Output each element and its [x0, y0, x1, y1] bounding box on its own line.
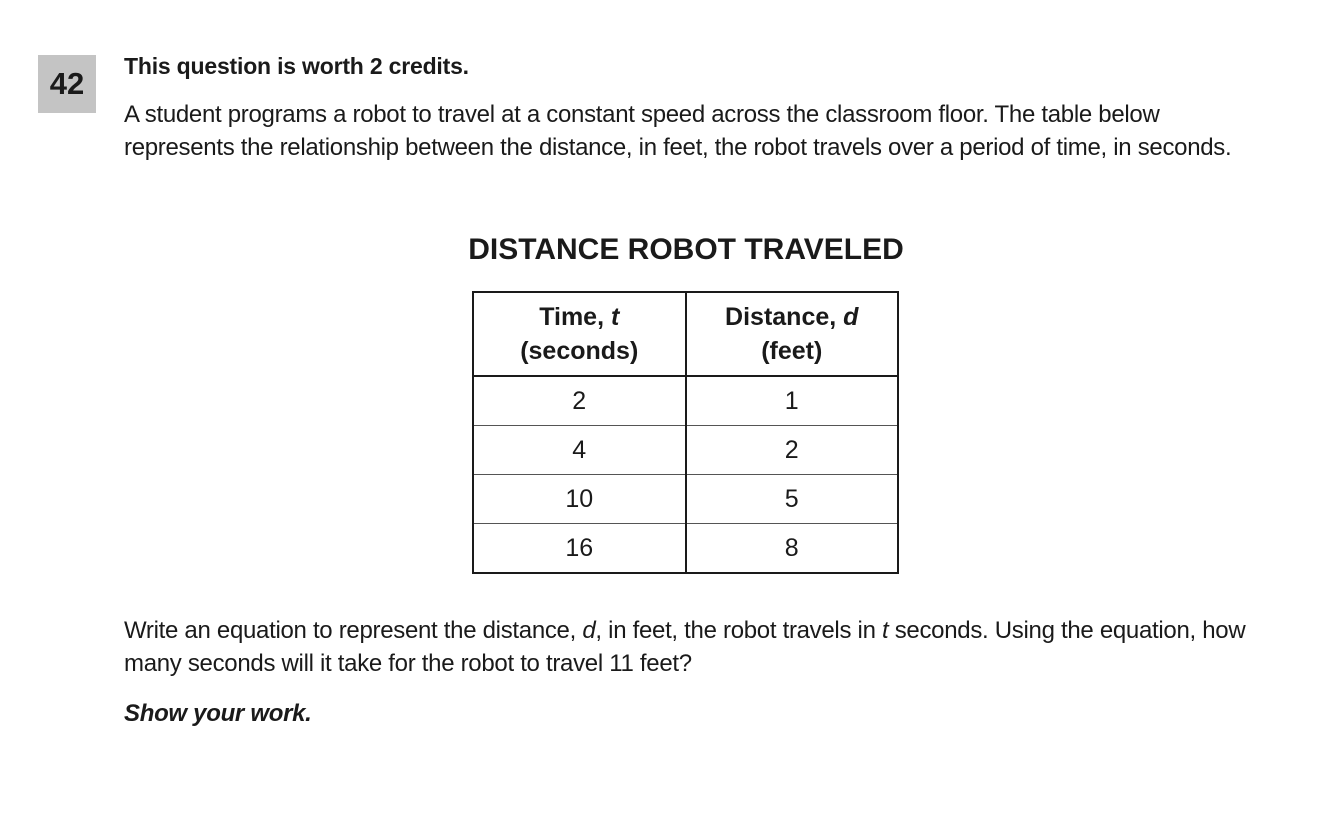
- cell-distance: 5: [686, 475, 899, 524]
- table-row: [473, 376, 898, 426]
- cell-time: 10: [473, 475, 686, 524]
- cell-time: 2: [473, 376, 686, 426]
- cell-time: 16: [473, 524, 686, 574]
- question-prompt: Write an equation to represent the distance, d, in feet, the robot travels in t seconds. Using the equation, how many seconds will it take for the robot to travel 11 feet?: [124, 617, 1246, 677]
- header-time: Time, t (seconds): [473, 292, 686, 376]
- credits-heading: This question is worth 2 credits.: [124, 53, 469, 79]
- table-row: [473, 475, 898, 524]
- question-content: [124, 50, 1304, 727]
- distance-time-table: [472, 291, 899, 574]
- table-row: [473, 426, 898, 475]
- show-work-instruction: Show your work.: [124, 700, 312, 727]
- header-distance: Distance, d (feet): [686, 292, 899, 376]
- table-title: DISTANCE ROBOT TRAVELED: [468, 233, 904, 266]
- question-number-badge: [38, 55, 96, 113]
- table-header-row: [473, 292, 898, 376]
- table-row: [473, 524, 898, 574]
- intro-paragraph: A student programs a robot to travel at a constant speed across the classroom floor. The table below represents the relationship between the distance, in feet, the robot travels over a period of time, in seconds.: [124, 101, 1232, 161]
- question-number: 42: [49, 66, 85, 101]
- cell-time: 4: [473, 426, 686, 475]
- cell-distance: 8: [686, 524, 899, 574]
- cell-distance: 1: [686, 376, 899, 426]
- cell-distance: 2: [686, 426, 899, 475]
